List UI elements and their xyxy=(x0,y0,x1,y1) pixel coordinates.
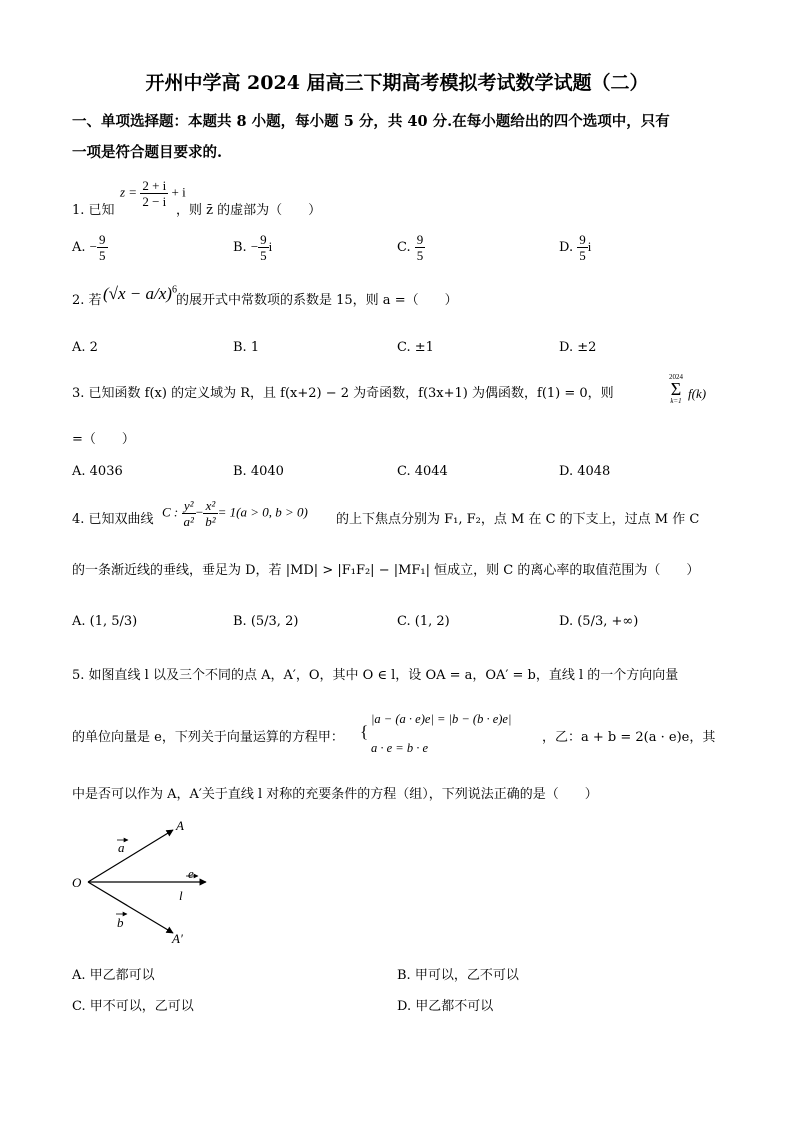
frac-num: 9 xyxy=(260,232,267,247)
q1-option-d[interactable] xyxy=(559,232,591,263)
q1-tail: ，则 z̄ 的虚部为（ ） xyxy=(176,203,322,218)
vector-a-line xyxy=(88,830,173,882)
frac-den: b² xyxy=(205,514,216,529)
q4-frac-y xyxy=(182,498,196,529)
q1-z-eq: z = xyxy=(120,184,138,200)
q4-tail: 的上下焦点分别为 F₁, F₂，点 M 在 C 的下支上，过点 M 作 C xyxy=(336,512,700,527)
q4-option-a[interactable]: A. (1, 5/3) xyxy=(72,614,138,629)
frac-den: 5 xyxy=(416,248,424,263)
q4-condition: = 1(a > 0, b > 0) xyxy=(217,504,308,520)
q1-option-c[interactable] xyxy=(397,232,425,263)
q4-line2: 的一条渐近线的垂线，垂足为 D，若 |MD| > |F₁F₂| − |MF₁| 恒成立，则 C 的离心率的取值范围为（ ） xyxy=(72,563,700,578)
option-sign: − xyxy=(89,239,98,254)
q3-line1: 3. 已知函数 f(x) 的定义域为 R，且 f(x+2) − 2 为奇函数，f(3x+1) 为偶函数，f(1) = 0，则 xyxy=(72,386,614,401)
q2-prefix: 2. 若 xyxy=(72,293,102,308)
q2-binomial: (√x − a/x) xyxy=(103,284,172,303)
q1-prefix: 1. 已知 xyxy=(72,203,115,218)
frac-num: y² xyxy=(182,498,196,514)
q4-curve-label: C : xyxy=(162,504,179,520)
frac-den: 5 xyxy=(260,248,267,263)
option-fraction xyxy=(97,232,108,263)
q2-exponent: 6 xyxy=(171,284,177,296)
q4-option-b[interactable]: B. (5/3, 2) xyxy=(233,614,299,629)
q3-sum-bottom: k=1 xyxy=(670,397,682,405)
option-fraction xyxy=(415,232,426,263)
q5-option-a[interactable]: A. 甲乙都可以 xyxy=(72,968,155,983)
option-fraction xyxy=(258,232,269,263)
option-label: A. xyxy=(72,240,86,255)
page-title: 开州中学高 2024 届高三下期高考模拟考试数学试题（二） xyxy=(145,72,649,94)
option-sign: − xyxy=(250,239,259,254)
option-label: C. xyxy=(397,240,411,255)
label-A-prime: A′ xyxy=(172,931,183,946)
label-O: O xyxy=(72,875,82,890)
q2-option-b[interactable]: B. 1 xyxy=(233,340,260,355)
q1-numerator: 2 + i xyxy=(142,178,167,193)
q3-option-a[interactable]: A. 4036 xyxy=(72,464,123,479)
frac-num: 9 xyxy=(416,232,424,247)
q4-minus: − xyxy=(195,504,204,520)
q3-sum-sign: Σ xyxy=(670,379,682,399)
option-fraction xyxy=(577,232,588,263)
q5-eq-b: a · e = b · e xyxy=(371,741,429,755)
q2-expression xyxy=(103,284,177,304)
q3-option-b[interactable]: B. 4040 xyxy=(233,464,284,479)
q2-option-a[interactable]: A. 2 xyxy=(72,340,98,355)
q5-figure xyxy=(66,812,226,952)
q5-eq-a: |a − (a · e)e| = |b − (b · e)e| xyxy=(371,712,512,726)
label-a: a xyxy=(118,840,125,855)
label-l: l xyxy=(179,888,183,903)
section-heading-line2: 一项是符合题目要求的. xyxy=(72,144,223,161)
q5-line1: 5. 如图直线 l 以及三个不同的点 A，A′，O，其中 O ∈ l，设 OA = a，OA′ = b，直线 l 的一个方向向量 xyxy=(72,668,679,683)
q5-brace: { xyxy=(360,722,369,741)
q1-fraction xyxy=(140,178,168,209)
q2-tail: 的展开式中常数项的系数是 15，则 a =（ ） xyxy=(176,293,458,308)
frac-den: 5 xyxy=(99,248,106,263)
q3-sum-top: 2024 xyxy=(669,373,683,381)
q2-option-d[interactable]: D. ±2 xyxy=(559,340,597,355)
q4-frac-x xyxy=(203,498,217,529)
q4-equation xyxy=(162,498,308,529)
q5-option-c[interactable]: C. 甲不可以，乙可以 xyxy=(72,999,194,1014)
frac-den: 5 xyxy=(579,248,586,263)
q3-sum xyxy=(667,373,685,405)
q3-sum-term: f(k) xyxy=(688,386,707,401)
q1-plus-i: + i xyxy=(171,184,186,200)
frac-num: 9 xyxy=(579,232,586,247)
frac-num: x² xyxy=(203,498,217,514)
q2-option-c[interactable]: C. ±1 xyxy=(397,340,434,355)
q5-line2-prefix: 的单位向量是 e，下列关于向量运算的方程甲： xyxy=(72,730,344,745)
label-A: A xyxy=(176,818,184,833)
q4-option-d[interactable]: D. (5/3, +∞) xyxy=(559,614,639,629)
vector-b-line xyxy=(88,882,173,933)
option-label: D. xyxy=(559,240,574,255)
label-e: e xyxy=(188,866,194,881)
q3-option-c[interactable]: C. 4044 xyxy=(397,464,448,479)
q5-option-b[interactable]: B. 甲可以，乙不可以 xyxy=(397,968,519,983)
option-unit: i xyxy=(587,239,592,254)
q5-option-d[interactable]: D. 甲乙都不可以 xyxy=(397,999,494,1014)
option-label: B. xyxy=(233,240,247,255)
q1-option-b[interactable] xyxy=(233,232,272,263)
frac-num: 9 xyxy=(99,232,106,247)
q5-line2-tail: ，乙：a + b = 2(a · e)e，其 xyxy=(542,730,716,745)
q4-prefix: 4. 已知双曲线 xyxy=(72,512,154,527)
q5-line3: 中是否可以作为 A，A′关于直线 l 对称的充要条件的方程（组），下列说法正确的是（ ） xyxy=(72,787,598,802)
section-heading-line1: 一、单项选择题：本题共 8 小题，每小题 5 分，共 40 分.在每小题给出的四个选项中，只有 xyxy=(72,113,670,130)
q3-line2: =（ ） xyxy=(72,432,135,447)
frac-den: a² xyxy=(183,514,194,529)
q3-option-d[interactable]: D. 4048 xyxy=(559,464,611,479)
option-unit: i xyxy=(268,239,273,254)
label-b: b xyxy=(117,915,124,930)
q1-option-a[interactable] xyxy=(72,232,108,263)
q4-option-c[interactable]: C. (1, 2) xyxy=(397,614,450,629)
q1-denominator: 2 − i xyxy=(142,194,167,209)
